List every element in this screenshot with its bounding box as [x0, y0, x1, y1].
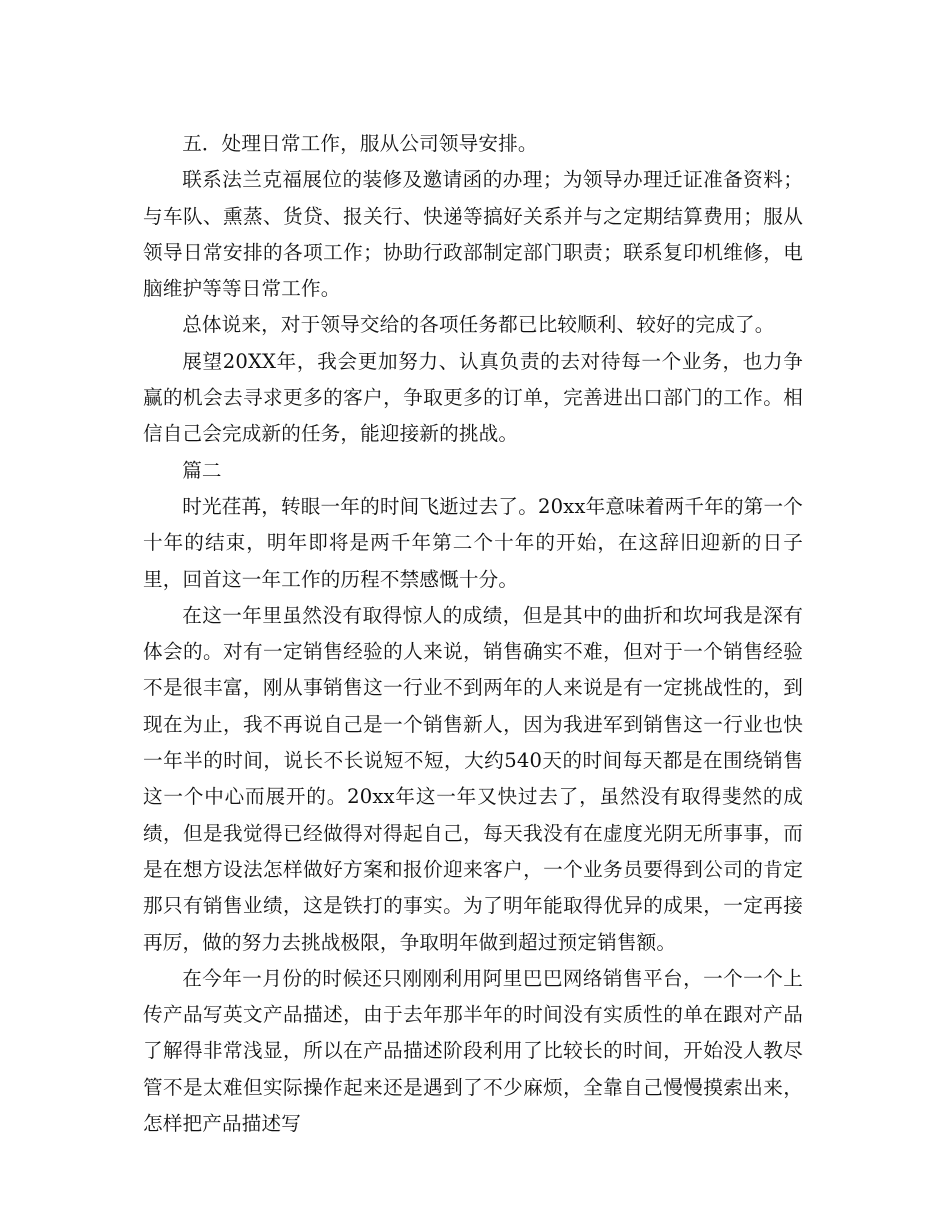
- paragraph-sales-experience: 在这一年里虽然没有取得惊人的成绩，但是其中的曲折和坎坷我是深有体会的。对有一定销售经验的人来说，销售确实不难，但对于一个销售经验不是很丰富，刚从事销售这一行业不到两年的人来说是有一定挑战性的，到现在为止，我不再说自己是一个销售新人，因为我进军到销售这一行业也快一年半的时间，说长不长说短不短，大约540天的时间每天都是在围绕销售这一个中心而展开的。20xx年这一年又快过去了，虽然没有取得斐然的成绩，但是我觉得已经做得对得起自己，每天我没有在虚度光阴无所事事，而是在想方设法怎样做好方案和报价迎来客户，一个业务员要得到公司的肯定那只有销售业绩，这是铁打的事实。为了明年能取得优异的成果，一定再接再厉，做的努力去挑战极限，争取明年做到超过预定销售额。: [143, 603, 803, 954]
- paragraph-time-flies: 时光荏苒，转眼一年的时间飞逝过去了。20xx年意味着两千年的第一个十年的结束，明年即将是两千年第二个十年的开始，在这辞旧迎新的日子里，回首这一年工作的历程不禁感慨十分。: [143, 494, 803, 591]
- document-body: [143, 126, 803, 1142]
- paragraph-summary: 总体说来，对于领导交给的各项任务都已比较顺利、较好的完成了。: [182, 313, 775, 337]
- paragraph-part-two-heading: 篇二: [182, 458, 222, 482]
- paragraph-alibaba-platform: 在今年一月份的时候还只刚刚利用阿里巴巴网络销售平台，一个一个上传产品写英文产品描述，由于去年那半年的时间没有实质性的单在跟对产品了解得非常浅显，所以在产品描述阶段利用了比较长的时间，开始没人教尽管不是太难但实际操作起来还是遇到了不少麻烦，全靠自己慢慢摸索出来，怎样把产品描述写: [143, 966, 803, 1136]
- paragraph-section-five-heading: 五．处理日常工作，服从公司领导安排。: [182, 132, 538, 155]
- paragraph-outlook: 展望20XX年，我会更加努力、认真负责的去对待每一个业务，也力争赢的机会去寻求更多的客户，争取更多的订单，完善进出口部门的工作。相信自己会完成新的任务，能迎接新的挑战。: [143, 349, 803, 446]
- paragraph-daily-work: 联系法兰克福展位的装修及邀请函的办理；为领导办理迁证准备资料；与车队、熏蒸、货贷、报关行、快递等搞好关系并与之定期结算费用；服从领导日常安排的各项工作；协助行政部制定部门职责；联系复印机维修，电脑维护等等日常工作。: [143, 168, 803, 301]
